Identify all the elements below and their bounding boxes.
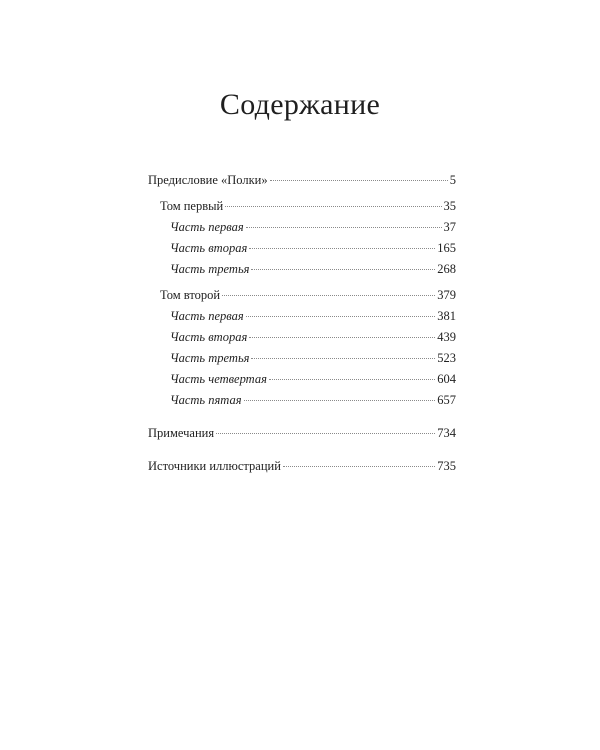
toc-entry-label: Том первый <box>160 199 224 213</box>
dot-leader <box>246 316 436 317</box>
toc-entry-illustration-sources[interactable] <box>148 456 456 477</box>
toc-entry-page: 735 <box>437 459 456 473</box>
toc-entry-page: 604 <box>437 372 456 386</box>
toc-entry-page: 439 <box>437 330 456 344</box>
dot-leader <box>249 337 435 338</box>
page-title: Содержание <box>219 88 381 121</box>
toc-entry-v1-part-1[interactable] <box>148 217 456 238</box>
toc-entry-v2-part-4[interactable] <box>148 369 456 390</box>
toc-entry-page: 37 <box>443 220 456 234</box>
dot-leader <box>246 227 442 228</box>
toc-entry-label: Источники иллюстраций <box>148 459 281 473</box>
toc-entry-v2-part-3[interactable] <box>148 348 456 369</box>
toc-entry-page: 35 <box>443 199 456 213</box>
toc-entry-page: 165 <box>437 241 456 255</box>
toc-entry-page: 657 <box>437 393 456 407</box>
toc-entry-label: Примечания <box>148 426 215 440</box>
toc-entry-page: 268 <box>437 262 456 276</box>
toc-entry-label: Том второй <box>160 288 221 302</box>
toc-entry-label: Часть пятая <box>170 393 242 407</box>
toc-entry-label: Часть первая <box>170 220 244 234</box>
toc-entry-label: Часть первая <box>170 309 244 323</box>
toc-entry-v2-part-5[interactable] <box>148 390 456 411</box>
toc-entry-label: Часть третья <box>170 351 250 365</box>
toc-entry-label: Часть четвертая <box>170 372 267 386</box>
toc-entry-volume-1[interactable] <box>148 196 456 217</box>
toc-entry-label: Предисловие «Полки» <box>148 173 268 187</box>
toc-entry-preface[interactable] <box>148 170 456 191</box>
toc-entry-v2-part-1[interactable] <box>148 306 456 327</box>
toc-entry-page: 5 <box>449 173 456 187</box>
dot-leader <box>251 358 435 359</box>
toc-entry-label: Часть вторая <box>170 330 248 344</box>
toc-entry-page: 379 <box>437 288 456 302</box>
dot-leader <box>222 295 435 296</box>
toc-entry-page: 734 <box>437 426 456 440</box>
dot-leader <box>270 180 448 181</box>
toc-entry-label: Часть вторая <box>170 241 248 255</box>
toc-entry-label: Часть третья <box>170 262 250 276</box>
toc-entry-notes[interactable] <box>148 423 456 444</box>
dot-leader <box>216 433 435 434</box>
dot-leader <box>251 269 435 270</box>
dot-leader <box>225 206 441 207</box>
toc-entry-v2-part-2[interactable] <box>148 327 456 348</box>
toc-entry-page: 523 <box>437 351 456 365</box>
dot-leader <box>269 379 435 380</box>
toc-entry-v1-part-2[interactable] <box>148 238 456 259</box>
dot-leader <box>283 466 435 467</box>
dot-leader <box>244 400 436 401</box>
toc-entry-page: 381 <box>437 309 456 323</box>
toc-entry-volume-2[interactable] <box>148 285 456 306</box>
table-of-contents <box>148 170 456 477</box>
dot-leader <box>249 248 435 249</box>
toc-entry-v1-part-3[interactable] <box>148 259 456 280</box>
